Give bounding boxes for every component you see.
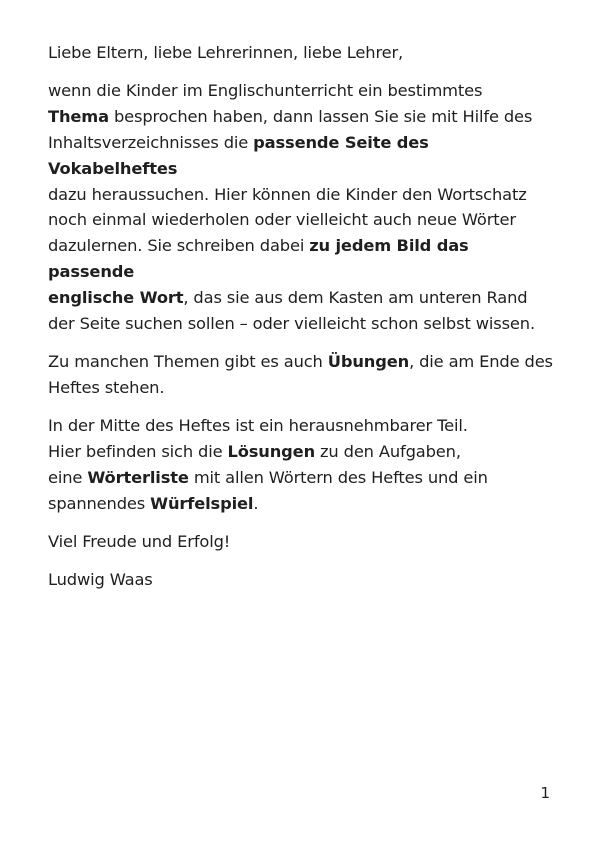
text: Zu manchen Themen gibt es auch (48, 351, 328, 371)
text: dazu heraussuchen. Hier können die Kinder den Wortschatz (48, 184, 527, 204)
page-number: 1 (540, 784, 550, 802)
emphasis-zu-jedem-bild: zu jedem Bild das passende (48, 236, 469, 281)
text: der Seite suchen sollen – oder vielleicht schon selbst wissen. (48, 313, 535, 333)
emphasis-passende-seite: passende Seite des Vokabelheftes (48, 132, 429, 178)
text: , das sie aus dem Kasten am unteren Rand (183, 287, 528, 307)
signature: Ludwig Waas (48, 570, 153, 590)
paragraph-uebungen (48, 349, 558, 401)
text: Hier befinden sich die (48, 441, 228, 461)
text: spannendes (48, 493, 151, 513)
emphasis-englische-wort: englische Wort (48, 287, 184, 307)
text: noch einmal wiederholen oder vielleicht auch neue Wörter (48, 210, 516, 230)
text: In der Mitte des Heftes ist ein herausnehmbarer Teil. (48, 416, 468, 436)
letter (48, 40, 558, 606)
paragraph-intro (48, 78, 558, 336)
emphasis-uebungen: Übungen (327, 351, 410, 371)
text: wenn die Kinder im Englischunterricht ein bestimmtes (48, 81, 483, 101)
text: zu den Aufgaben, (315, 441, 461, 461)
emphasis-wuerfelspiel: Würfelspiel (150, 493, 254, 513)
text: . (253, 493, 259, 513)
paragraph-mitte (48, 413, 558, 516)
text: , die am Ende des (409, 351, 553, 371)
emphasis-woerterliste: Wörterliste (87, 467, 189, 487)
text: dazulernen. Sie schreiben dabei (48, 236, 310, 256)
text: Inhaltsverzeichnisses die (48, 132, 254, 152)
emphasis-thema: Thema (48, 107, 109, 127)
emphasis-loesungen: Lösungen (227, 441, 316, 461)
closing: Viel Freude und Erfolg! (48, 531, 231, 551)
salutation: Liebe Eltern, liebe Lehrerinnen, liebe Lehrer, (48, 43, 404, 62)
text: Heftes stehen. (48, 377, 165, 397)
text: eine (48, 467, 88, 487)
text: besprochen haben, dann lassen Sie sie mit Hilfe des (108, 107, 533, 127)
text: mit allen Wörtern des Heftes und ein (188, 467, 488, 487)
